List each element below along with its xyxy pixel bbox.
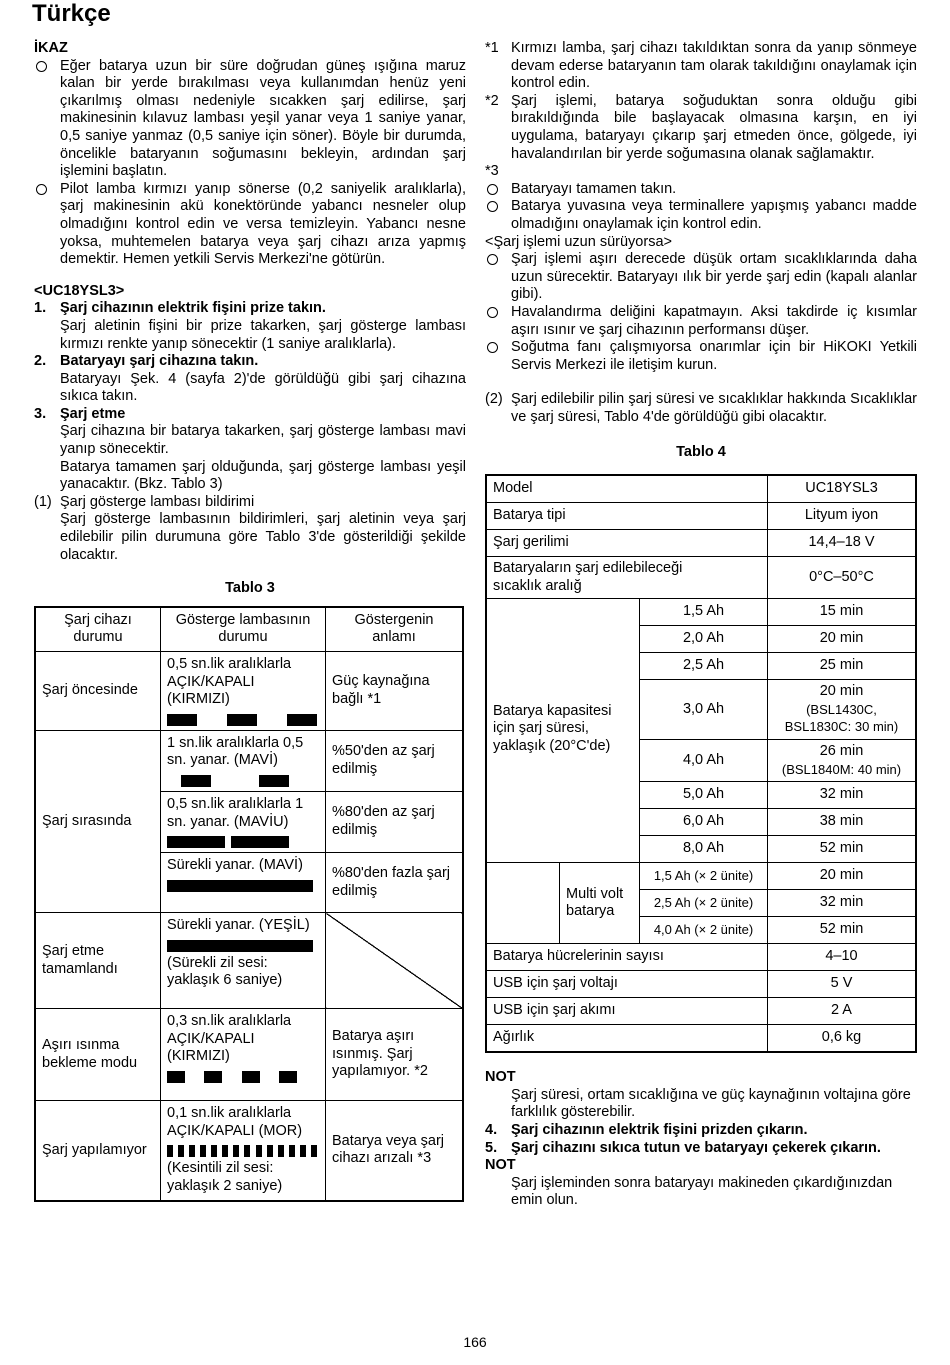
table4-caption: Tablo 4 (676, 444, 726, 461)
table-row: Sürekli yanar. (MAVİ) %80'den fazla şarj edilmiş (35, 853, 463, 913)
page-title: Türkçe (32, 0, 111, 27)
lamp-pattern-red (167, 714, 319, 726)
long-charge-item: Havalandırma deliğini kapatmayın. Aksi takdirde iç kısımlar aşırı ısınır ve şarj cihazının performansı düşer. (485, 304, 917, 339)
lamp-pattern-blue (167, 775, 319, 787)
circle-bullet-icon (487, 307, 498, 318)
table-row: Bataryaların şarj edilebileceği sıcaklık aralığ 0°C–50°C (486, 557, 916, 599)
long-charge-item: Şarj işlemi aşırı derecede düşük ortam sıcaklıklarında daha uzun sürecektir. Bataryayı ılık bir yerde şarj edin (kapalı alanlar gibi). (485, 251, 917, 304)
circle-bullet-icon (487, 254, 498, 265)
column-header: Göstergenin anlamı (326, 607, 464, 652)
table-row: 4,0 Ah 26 min (BSL1840M: 40 min) (486, 740, 916, 782)
step-3: 3. Şarj etme Şarj cihazına bir batarya takarken, şarj gösterge lambası mavi yanıp sönecektir. Batarya tamamen şarj olduğunda, şarj gösterge lambası yeşil yanacaktır. (Bkz. Tablo 3) (34, 405, 466, 493)
empty-cell (326, 913, 464, 1009)
left-column (34, 40, 466, 1202)
lamp-pattern-green (167, 940, 319, 952)
table-row: 2,0 Ah 20 min (486, 626, 916, 653)
table-row: Şarj öncesinde 0,5 sn.lik aralıklarla AÇIK/KAPALI (KIRMIZI) Güç kaynağına bağlı *1 (35, 652, 463, 731)
table-row: 4,0 Ah (× 2 ünite) 52 min (486, 917, 916, 944)
lamp-pattern-solid (167, 880, 319, 892)
table3-caption: Tablo 3 (225, 580, 275, 597)
circle-bullet-icon (487, 201, 498, 212)
circle-bullet-icon (487, 184, 498, 195)
column-header: Gösterge lambasının durumu (161, 607, 326, 652)
table-row: Şarj yapılamıyor 0,1 sn.lik aralıklarla AÇIK/KAPALI (MOR) (Kesintili zil sesi: yaklaşık 2 saniye) Batarya veya şarj cihazı arızalı *3 (35, 1101, 463, 1201)
step-1: 1. Şarj cihazının elektrik fişini prize takın. Şarj aletinin fişini bir prize takarken, şarj gösterge lambası kırmızı renkte yanıp sönecektir (1 saniye aralıklarla). (34, 300, 466, 352)
table-row: USB için şarj akımı 2 A (486, 998, 916, 1025)
model-heading: <UC18YSL3> (34, 282, 125, 299)
warning-item: Eğer batarya uzun bir süre doğrudan güneş ışığına maruz kalan bir yerde bırakılması veya kullanımdan henüz yeni çıkarılmış olması nedeniyle sıcakken şarj edilirse, şarj makinesinin kılavuz lambası yeşil yanar veya 1 saniye yanar, 0,5 saniye yanmaz (0,5 saniye için söner). Böyle bir durumda, öncelikle bataryanın soğumasını bekleyin, ardından şarj işlemini başlatın. (34, 58, 466, 181)
footnote-3: *3 (485, 163, 499, 180)
table-row: 0,5 sn.lik aralıklarla 1 sn. yanar. (MAVİU) %80'den az şarj edilmiş (35, 791, 463, 852)
footnote-1: *1 Kırmızı lamba, şarj cihazı takıldıktan sonra da yanıp sönmeye devam ederse bataryanın tam olarak takıldığını onaylamak için kontrol edin. (485, 40, 917, 92)
table-row: Şarj etme tamamlandı Sürekli yanar. (YEŞİL) (Sürekli zil sesi: yaklaşık 6 saniye) (35, 913, 463, 1009)
column-header: Şarj cihazı durumu (35, 607, 161, 652)
table-header-row (35, 607, 463, 652)
table-row: USB için şarj voltajı 5 V (486, 971, 916, 998)
long-charge-item: Soğutma fanı çalışmıyorsa onarımlar için bir HiKOKI Yetkili Servis Merkezi ile iletişim kurun. (485, 339, 917, 374)
warning-item: Pilot lamba kırmızı yanıp sönerse (0,2 saniyelik aralıklarla), şarj makinesinin akü konektöründe yabancı nesneler olup olmadığını kontrol edin ve versa temizleyin. Yabancı nesne yoksa, muhtemelen batarya veya şarj cihazı arıza yapmış demektir. Hemen yetkili Servis Merkezi'ne götürün. (34, 181, 466, 269)
subsection-1: (1) Şarj gösterge lambası bildirimi Şarj gösterge lambasının bildirimleri, şarj aletinin veya şarj edilebilir pilin durumuna göre Tablo 3'de gösterildiği şekilde olacaktır. (34, 493, 466, 563)
note-1: NOT Şarj süresi, ortam sıcaklığına ve güç kaynağının voltajına göre farklılık gösterebilir. (485, 1069, 911, 1121)
subsection-2: (2) Şarj edilebilir pilin şarj süresi ve sıcaklıklar hakkında Sıcaklıklar ve şarj süresi, Tablo 4'de görüldüğü gibi olacaktır. (485, 391, 917, 425)
table-row: 6,0 Ah 38 min (486, 809, 916, 836)
long-charge-heading: <Şarj işlemi uzun sürüyorsa> (485, 233, 672, 250)
right-column (485, 40, 917, 1210)
step-5: 5. Şarj cihazını sıkıca tutun ve bataryayı çekerek çıkarın. (485, 1139, 881, 1156)
table-row: Batarya hücrelerinin sayısı 4–10 (486, 944, 916, 971)
table-row: Şarj sırasında 1 sn.lik aralıklarla 0,5 sn. yanar. (MAVİ) %50'den az şarj edilmiş (35, 730, 463, 791)
circle-bullet-icon (36, 61, 47, 72)
table-row: 2,5 Ah (× 2 ünite) 32 min (486, 890, 916, 917)
table-row: Multi volt batarya 1,5 Ah (× 2 ünite) 20 min (486, 863, 916, 890)
table-row: Batarya kapasitesi için şarj süresi, yaklaşık (20°C'de) 1,5 Ah 15 min (486, 599, 916, 626)
note-2: NOT Şarj işleminden sonra bataryayı makineden çıkardığınızdan emin olun. (485, 1157, 893, 1209)
lamp-pattern-red (167, 1071, 319, 1083)
circle-bullet-icon (36, 184, 47, 195)
table-row: 5,0 Ah 32 min (486, 782, 916, 809)
step-2: 2. Bataryayı şarj cihazına takın. Bataryayı Şek. 4 (sayfa 2)'de görüldüğü gibi şarj cihazına sıkıca takın. (34, 353, 466, 405)
table-row: Şarj gerilimi 14,4–18 V (486, 530, 916, 557)
warning-heading: İKAZ (34, 40, 68, 56)
lamp-pattern-blue (167, 836, 319, 848)
step-4: 4. Şarj cihazının elektrik fişini prizden çıkarın. (485, 1122, 808, 1138)
table-row: Batarya tipi Lityum iyon (486, 503, 916, 530)
footnote-3-item: Batarya yuvasına veya terminallere yapışmış yabancı madde olmadığını onaylamak için kontrol edin. (485, 198, 917, 233)
table-row: Aşırı ısınma bekleme modu 0,3 sn.lik aralıklarla AÇIK/KAPALI (KIRMIZI) Batarya aşırı ısınmış. Şarj yapılamıyor. *2 (35, 1009, 463, 1101)
table-3 (34, 606, 464, 1202)
table-row: Model UC18YSL3 (486, 475, 916, 503)
lamp-pattern-purple (167, 1145, 319, 1157)
footnote-2: *2 Şarj işlemi, batarya soğuduktan sonra olduğu gibi bırakıldığında bile başlayacak olmasına karşın, en iyi uygulama, bataryayı çıkarıp şarj etmeden önce, gölgede, iyi havalandırılan bir yerde soğumasına olanak sağlamaktır. (485, 92, 917, 162)
table-row: Ağırlık 0,6 kg (486, 1025, 916, 1053)
table-row: 8,0 Ah 52 min (486, 836, 916, 863)
table-4 (485, 474, 917, 1053)
table-row: 3,0 Ah 20 min (BSL1430C, BSL1830C: 30 min) (486, 680, 916, 740)
table-row: 2,5 Ah 25 min (486, 653, 916, 680)
circle-bullet-icon (487, 342, 498, 353)
footnote-3-item: Bataryayı tamamen takın. (485, 181, 917, 199)
page-number: 166 (463, 1334, 487, 1350)
